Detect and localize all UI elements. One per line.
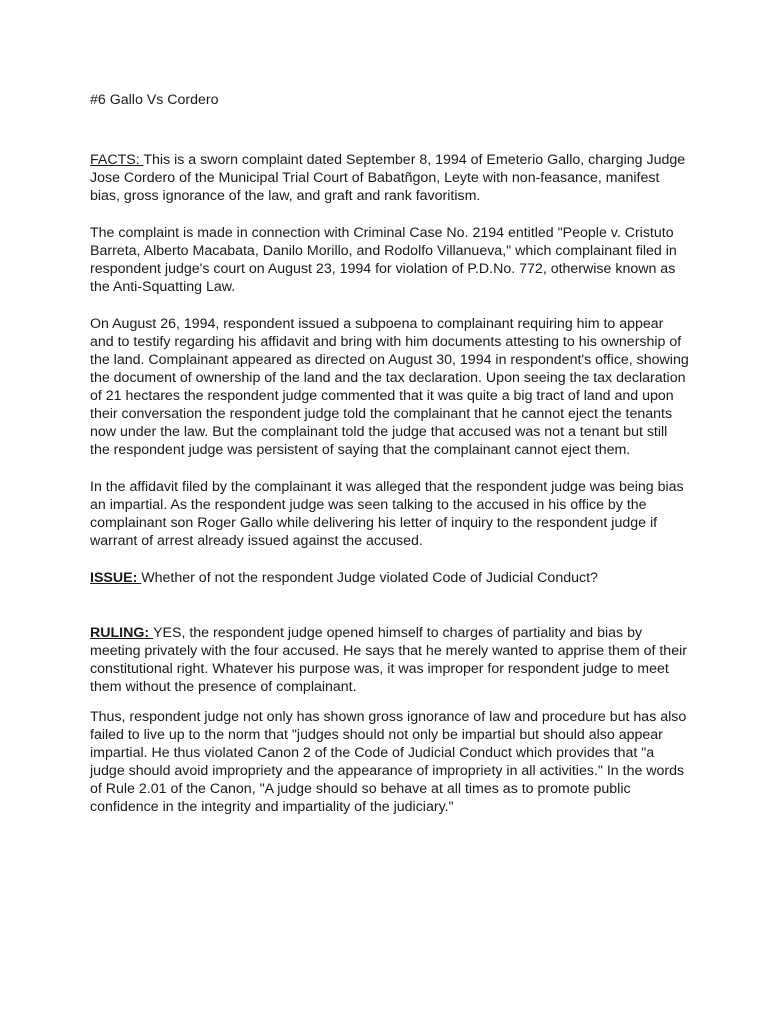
- issue-text: Whether of not the respondent Judge violated Code of Judicial Conduct?: [141, 570, 598, 586]
- conclusion-paragraph: Thus, respondent judge not only has shown gross ignorance of law and procedure but has also failed to live up to the norm that "judges should not only be impartial but should also appear impartial. He thus violated Canon 2 of the Code of Judicial Conduct which provides that "a judge should avoid impropriety and the appearance of impropriety in all activities." In the words of Rule 2.01 of the Canon, "A judge should so behave at all times as to promote public confidence in the integrity and impartiality of the judiciary.": [90, 709, 687, 815]
- affidavit-paragraph: In the affidavit filed by the complainant it was alleged that the respondent judge was being bias an impartial. As the respondent judge was seen talking to the accused in his office by the complainant son Roger Gallo while delivering his letter of inquiry to the respondent judge if warrant of arrest already issued against the accused.: [90, 479, 684, 549]
- complaint-paragraph: The complaint is made in connection with Criminal Case No. 2194 entitled "People v. Cristuto Barreta, Alberto Macabata, Danilo Morillo, and Rodolfo Villanueva," which complainant filed in respondent judge's court on August 23, 1994 for violation of P.D.No. 772, otherwise known as the Anti-Squatting Law.: [90, 225, 677, 295]
- issue-paragraph: [90, 569, 690, 587]
- document-title: #6 Gallo Vs Cordero: [90, 92, 219, 108]
- facts-paragraph: [90, 151, 690, 205]
- august26-paragraph: On August 26, 1994, respondent issued a subpoena to complainant requiring him to appear and to testify regarding his affidavit and bring with him documents attesting to his ownership of the land. Complainant appeared as directed on August 30, 1994 in respondent's office, showing the document of ownership of the land and the tax declaration. Upon seeing the tax declaration of 21 hectares the respondent judge commented that it was quite a big tract of land and upon their conversation the respondent judge told the complainant that he cannot eject the tenants now under the law. But the complainant told the judge that accused was not a tenant but still the respondent judge was persistent of saying that the complainant cannot eject them.: [90, 316, 689, 458]
- ruling-text: YES, the respondent judge opened himself to charges of partiality and bias by meeting privately with the four accused. He says that he merely wanted to apprise them of their constitutional right. Whatever his purpose was, it was improper for respondent judge to meet them without the presence of complainant.: [90, 625, 687, 695]
- document-page: [90, 91, 690, 816]
- facts-text: This is a sworn complaint dated September 8, 1994 of Emeterio Gallo, charging Judge Jose Cordero of the Municipal Trial Court of Babatñgon, Leyte with non-feasance, manifest bias, gross ignorance of the law, and graft and rank favoritism.: [90, 152, 686, 204]
- issue-label: ISSUE:: [90, 570, 142, 586]
- ruling-paragraph: [90, 624, 690, 696]
- facts-label: FACTS:: [90, 152, 144, 168]
- ruling-label: RULING:: [90, 625, 154, 641]
